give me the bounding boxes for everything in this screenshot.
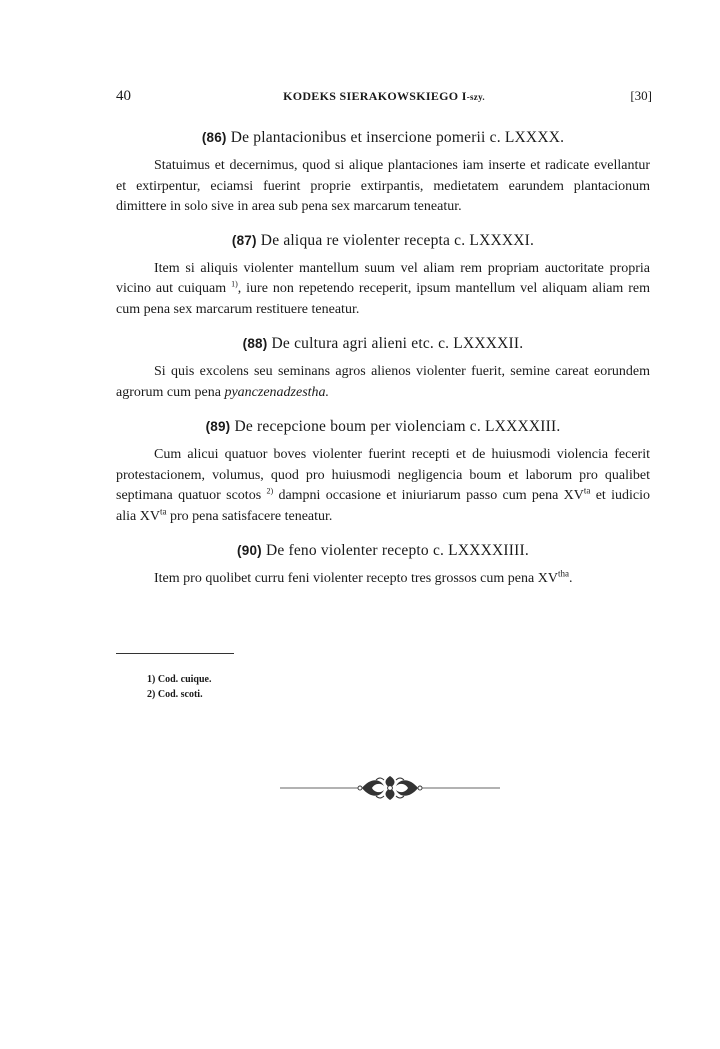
running-title: [116, 89, 652, 104]
running-title-main: KODEKS SIERAKOWSKIEGO I: [283, 89, 467, 103]
section-title: De cultura agri alieni etc. c. LXXXXII.: [271, 335, 524, 352]
section-89: [116, 417, 650, 527]
section-88: [116, 334, 650, 403]
section-number: (86): [201, 130, 227, 145]
text-part: et iudicio alia XV: [116, 488, 650, 524]
running-head: [116, 88, 652, 110]
text-part: , iure non repetendo receperit, ipsum mantellum vel aliquam aliam rem cum pena sex marcarum restituere teneatur.: [116, 281, 650, 317]
section-number: (90): [237, 543, 262, 558]
section-text: [116, 445, 650, 527]
section-heading: [116, 334, 650, 354]
main-text: [116, 128, 650, 604]
section-title: De plantacionibus et insercione pomerii c. LXXXX.: [230, 129, 565, 146]
text-part: .: [568, 571, 573, 586]
superscript: ta: [159, 505, 167, 516]
footnote-ref: 2): [266, 486, 274, 496]
text-part: Item si aliquis violenter mantellum suum vel aliam rem propriam auctoritate propria vicino aut cuiquam: [116, 260, 650, 296]
section-text: Statuimus et decernimus, quod si alique plantaciones iam inserte et radicate evellantur et extirpentur, eciamsi fuerint proprie extirpantis, medietatem earundem plantacionum dimittere in solo sive in area sub pena sex marcarum teneatur.: [116, 158, 650, 214]
section-86: [116, 128, 650, 218]
section-number: (87): [231, 232, 257, 248]
section-title: De recepcione boum per violenciam c. LXXXXIII.: [234, 418, 561, 435]
superscript: ta: [583, 485, 591, 496]
section-text: [116, 362, 650, 403]
text-part: dampni occasione et iniuriarum passo cum pena XV: [273, 488, 584, 503]
footnote: [147, 687, 211, 702]
footnote-mark: 2): [147, 689, 156, 700]
page-number: 40: [116, 88, 131, 104]
text-part: Cum alicui quatuor boves violenter fuerint recepti et de huiusmodi violencia fecerit protestacionem, volumus, quod pro huiusmodi negligencia boum et laborum pro qualibet septimana quatuor scotos: [116, 447, 650, 503]
section-heading: [116, 231, 650, 251]
running-title-suffix: -szy.: [466, 92, 485, 102]
original-page-number: [30]: [630, 88, 652, 103]
section-number: (88): [242, 336, 268, 351]
footnotes: [147, 672, 211, 702]
footnote: [147, 672, 211, 687]
section-heading: [116, 417, 650, 437]
section-heading: [116, 128, 650, 148]
footnote-text: Cod. scoti.: [157, 689, 203, 700]
section-87: [116, 231, 650, 321]
footnote-rule: [116, 653, 234, 654]
footnote-mark: 1): [147, 674, 156, 685]
section-number: (89): [205, 419, 231, 434]
footnote-text: Cod. cuique.: [157, 674, 212, 685]
text-part: pro pena satisfacere teneatur.: [166, 508, 333, 524]
section-heading: [116, 541, 650, 561]
text-part: Item pro quolibet curru feni violenter recepto tres grossos cum pena XV: [154, 571, 558, 586]
section-title: De feno violenter recepto c. LXXXXIIII.: [265, 542, 529, 559]
italic-term: pyanczenadzestha.: [224, 384, 330, 400]
section-90: [116, 541, 650, 590]
floral-divider-icon: [280, 772, 500, 804]
superscript: tha: [557, 568, 569, 579]
section-text: [116, 569, 650, 590]
section-title: De aliqua re violenter recepta c. LXXXXI.: [260, 231, 535, 249]
footnote-ref: 1): [231, 279, 238, 289]
section-text: [116, 259, 650, 321]
text-part: Si quis excolens seu seminans agros alienos violenter fuerit, semine careat eorundem agrorum cum pena: [116, 364, 650, 400]
